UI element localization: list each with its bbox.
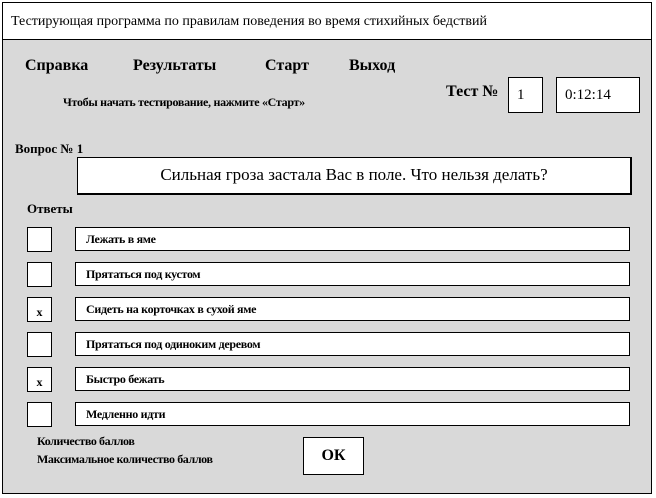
answer-option[interactable]: Медленно идти	[75, 402, 630, 426]
test-number-label: Тест №	[446, 83, 499, 100]
main-window	[2, 2, 652, 494]
answers-label: Ответы	[27, 201, 73, 216]
menu-start[interactable]: Старт	[265, 57, 309, 74]
timer-field: 0:12:14	[556, 77, 640, 113]
window-title: Тестирующая программа по правилам поведения во время стихийных бедствий	[3, 3, 651, 40]
menu-help[interactable]: Справка	[25, 57, 89, 74]
menu-results[interactable]: Результаты	[133, 57, 217, 74]
answer-checkbox[interactable]	[27, 262, 52, 287]
answer-row	[3, 227, 651, 255]
answer-row	[3, 332, 651, 360]
answer-option[interactable]: Быстро бежать	[75, 367, 630, 391]
answer-checkbox[interactable]	[27, 227, 52, 252]
answer-row	[3, 367, 651, 395]
start-hint: Чтобы начать тестирование, нажмите «Старт»	[63, 95, 305, 109]
answer-row	[3, 297, 651, 325]
answer-option[interactable]: Прятаться под кустом	[75, 262, 630, 286]
question-number-label: Вопрос № 1	[15, 141, 84, 156]
answer-row	[3, 402, 651, 430]
points-label: Количество баллов	[37, 434, 135, 448]
answer-checkbox[interactable]: x	[27, 367, 52, 392]
answer-option[interactable]: Сидеть на корточках в сухой яме	[75, 297, 630, 321]
ok-button[interactable]: ОК	[303, 437, 364, 475]
answer-option[interactable]: Прятаться под одиноким деревом	[75, 332, 630, 356]
answer-row	[3, 262, 651, 290]
question-text: Сильная гроза застала Вас в поле. Что нельзя делать?	[77, 157, 632, 195]
menu-exit[interactable]: Выход	[349, 57, 396, 74]
max-points-label: Максимальное количество баллов	[37, 452, 213, 466]
answer-checkbox[interactable]	[27, 402, 52, 427]
answer-checkbox[interactable]	[27, 332, 52, 357]
answer-checkbox[interactable]: x	[27, 297, 52, 322]
answer-option[interactable]: Лежать в яме	[75, 227, 630, 251]
test-number-field: 1	[508, 77, 543, 113]
